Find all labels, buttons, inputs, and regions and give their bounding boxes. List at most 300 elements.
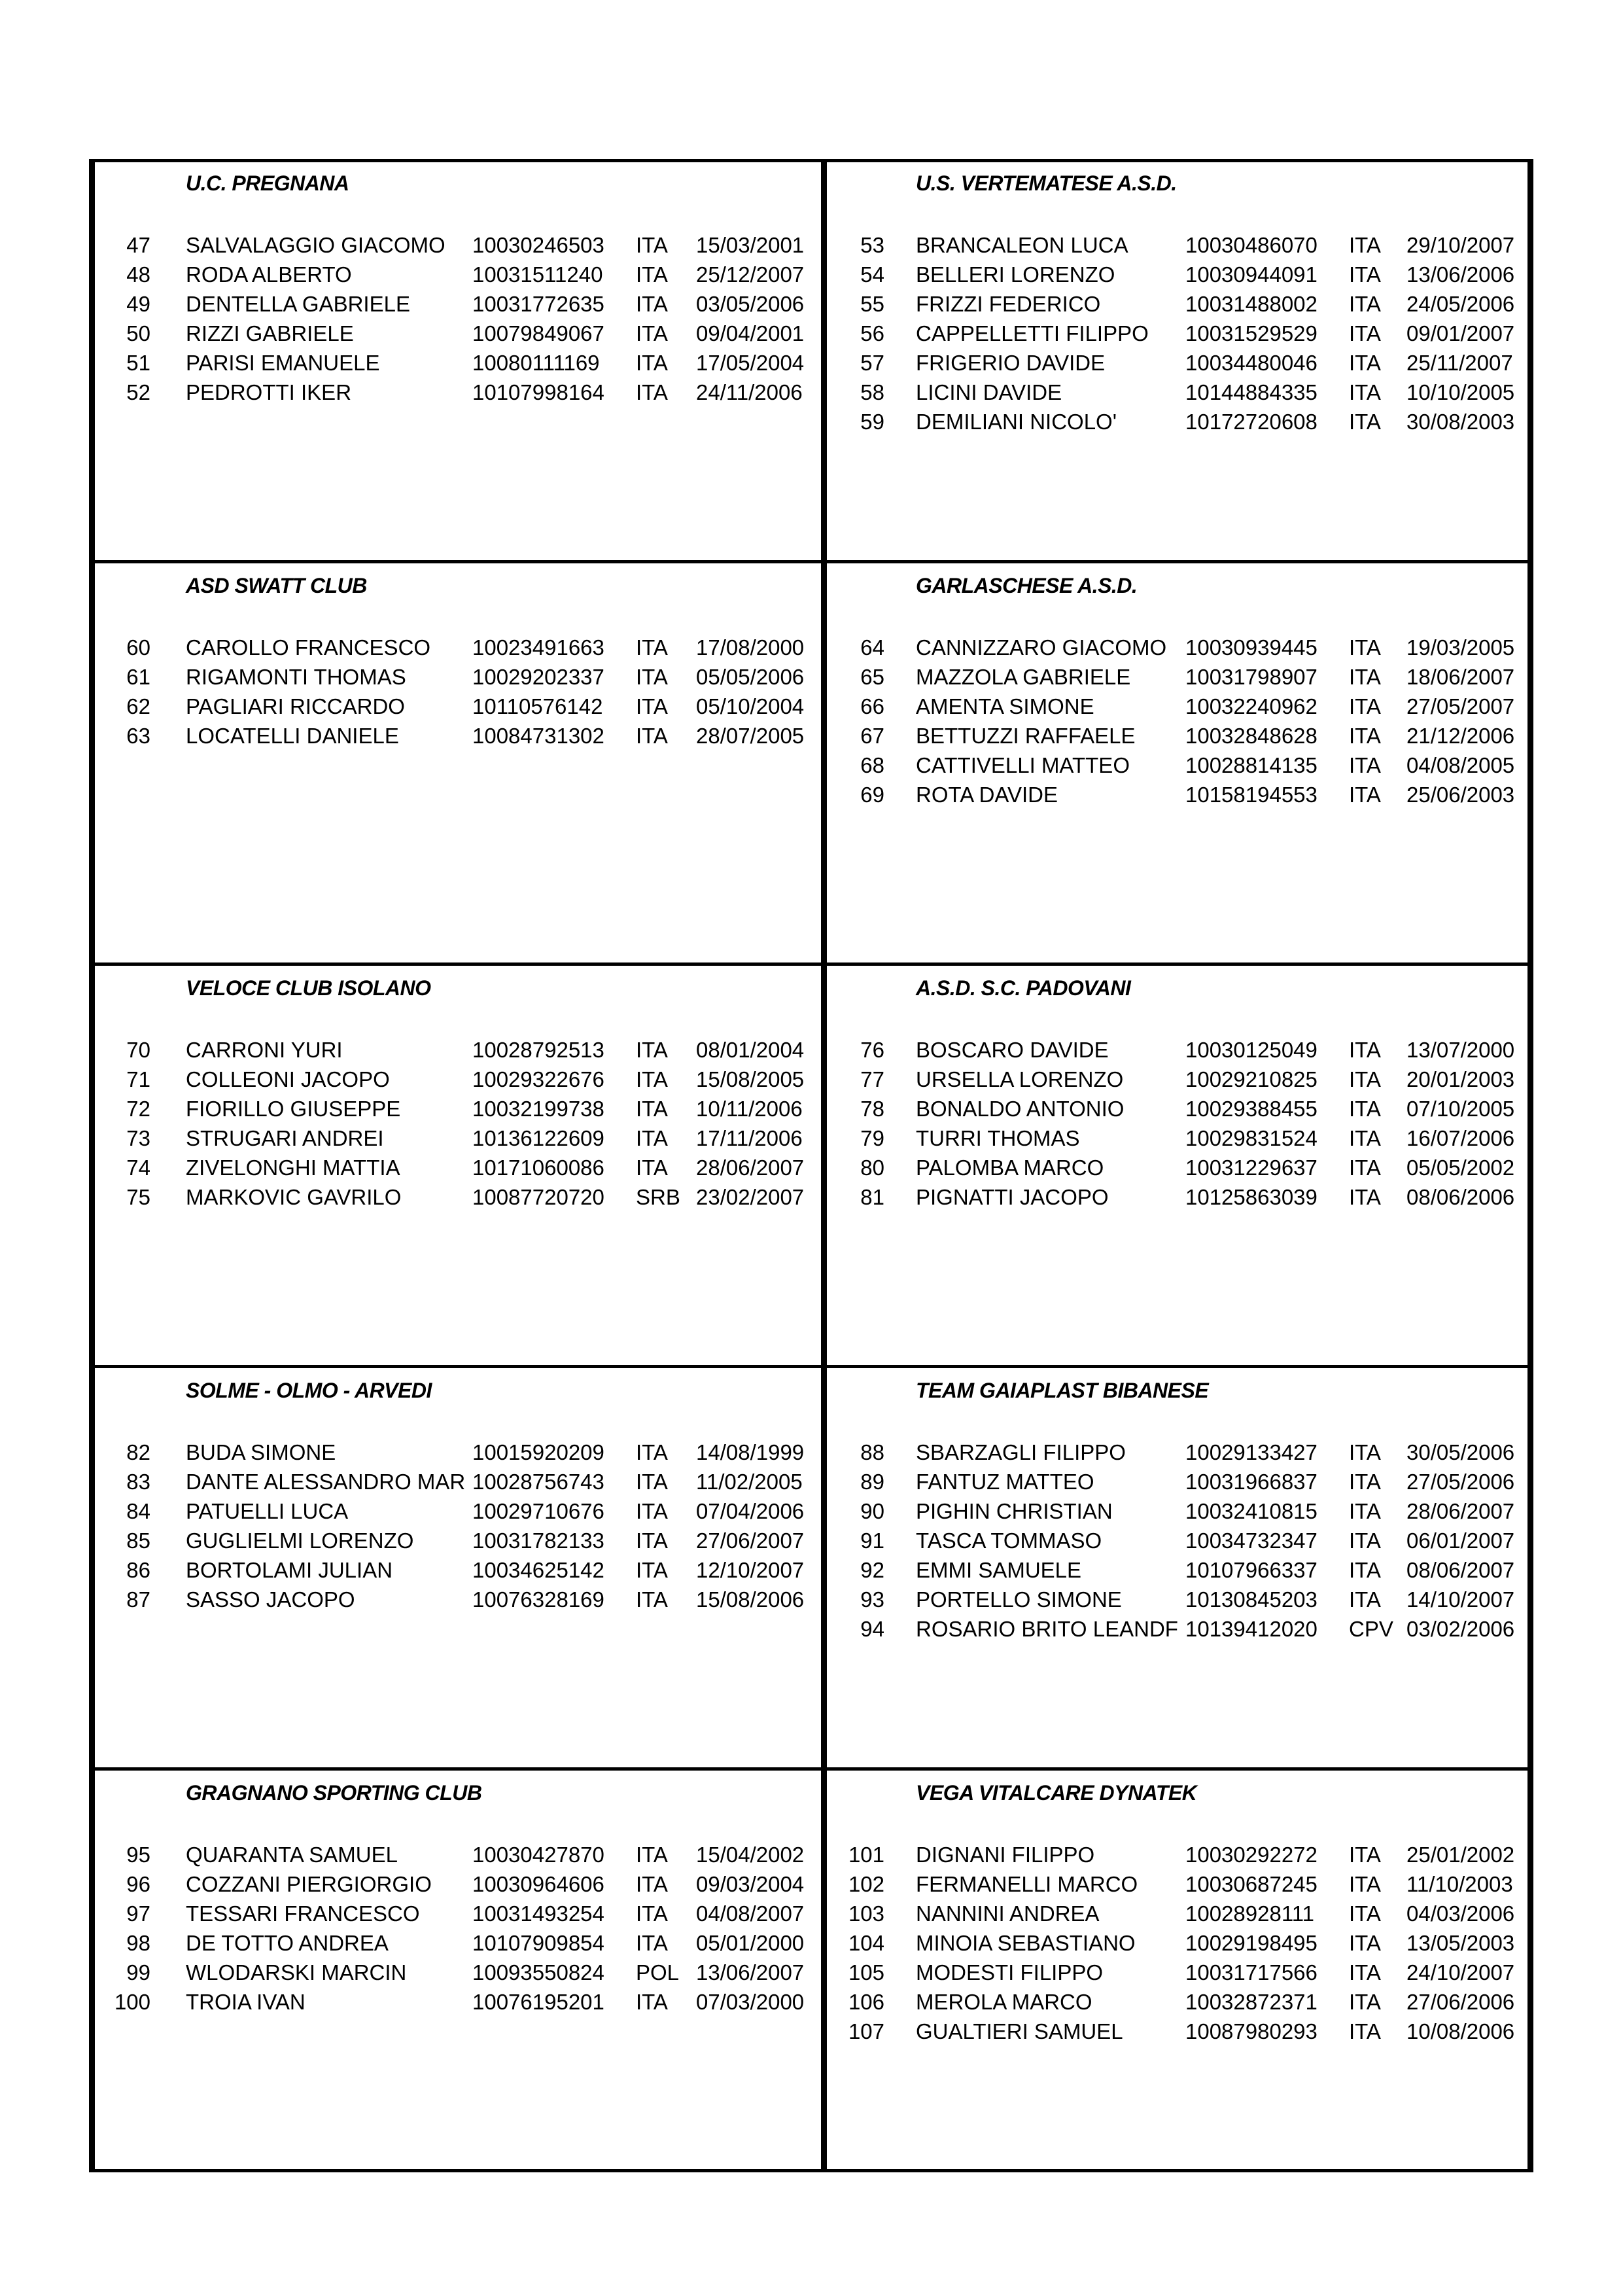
rider-name: SASSO JACOPO (186, 1587, 355, 1612)
nationality: CPV (1349, 1617, 1393, 1641)
license-code: 10087720720 (472, 1185, 604, 1209)
team-panel (0, 565, 1623, 964)
team-panel (0, 1772, 1623, 2171)
rider-name: FANTUZ MATTEO (916, 1470, 1094, 1494)
license-code: 10144884335 (1185, 380, 1318, 404)
birth-date: 08/01/2004 (696, 1038, 805, 1062)
birth-date: 13/05/2003 (1406, 1931, 1515, 1955)
nationality: ITA (1349, 2019, 1381, 2043)
nationality: POL (636, 1960, 680, 1985)
rider-number: 69 (860, 783, 884, 807)
rider-number: 106 (848, 1990, 884, 2014)
rider-number: 99 (126, 1960, 150, 1985)
rider-row (0, 1928, 1623, 1958)
license-code: 10029322676 (472, 1067, 604, 1091)
rider-name: CATTIVELLI MATTEO (916, 753, 1130, 777)
birth-date: 23/02/2007 (696, 1185, 805, 1209)
birth-date: 06/01/2007 (1406, 1528, 1515, 1553)
rider-number: 76 (860, 1038, 884, 1062)
rider-row (0, 1123, 1623, 1153)
nationality: ITA (636, 321, 668, 345)
nationality: ITA (636, 1470, 668, 1494)
team-name: GRAGNANO SPORTING CLUB (186, 1781, 482, 1805)
rider-number: 55 (860, 292, 884, 316)
rider-number: 49 (126, 292, 150, 316)
rider-name: BONALDO ANTONIO (916, 1097, 1125, 1121)
rider-row (0, 1467, 1623, 1496)
rider-name: RIZZI GABRIELE (186, 321, 354, 345)
license-code: 10028792513 (472, 1038, 604, 1062)
nationality: ITA (1349, 292, 1381, 316)
rider-row (0, 348, 1623, 378)
rider-number: 62 (126, 694, 150, 718)
nationality: ITA (636, 1587, 668, 1612)
rider-name: FIORILLO GIUSEPPE (186, 1097, 401, 1121)
license-code: 10080111169 (472, 351, 600, 375)
license-code: 10136122609 (472, 1126, 604, 1150)
birth-date: 30/08/2003 (1406, 410, 1515, 434)
rider-number: 105 (848, 1960, 884, 1985)
nationality: ITA (636, 292, 668, 316)
nationality: ITA (1349, 1901, 1381, 1926)
license-code: 10029710676 (472, 1499, 604, 1523)
rider-row (0, 662, 1623, 692)
rider-name: FRIZZI FEDERICO (916, 292, 1101, 316)
rider-name: DANTE ALESSANDRO MAR (186, 1470, 466, 1494)
rider-number: 101 (848, 1843, 884, 1867)
rider-number: 91 (860, 1528, 884, 1553)
nationality: ITA (636, 1558, 668, 1582)
birth-date: 07/04/2006 (696, 1499, 805, 1523)
license-code: 10093550824 (472, 1960, 604, 1985)
rider-number: 102 (848, 1872, 884, 1896)
rider-row (0, 1065, 1623, 1094)
nationality: ITA (1349, 1038, 1381, 1062)
rider-name: PAGLIARI RICCARDO (186, 694, 405, 718)
birth-date: 30/05/2006 (1406, 1440, 1515, 1464)
birth-date: 03/02/2006 (1406, 1617, 1515, 1641)
rider-name: PEDROTTI IKER (186, 380, 352, 404)
rider-number: 48 (126, 262, 150, 287)
rider-name: QUARANTA SAMUEL (186, 1843, 398, 1867)
nationality: ITA (636, 1528, 668, 1553)
birth-date: 15/03/2001 (696, 233, 805, 257)
rider-name: DE TOTTO ANDREA (186, 1931, 389, 1955)
birth-date: 11/10/2003 (1406, 1872, 1513, 1896)
rider-number: 104 (848, 1931, 884, 1955)
nationality: ITA (636, 351, 668, 375)
nationality: ITA (1349, 635, 1381, 660)
nationality: ITA (1349, 665, 1381, 689)
license-code: 10030292272 (1185, 1843, 1318, 1867)
rider-row (0, 1526, 1623, 1555)
license-code: 10107966337 (1185, 1558, 1318, 1582)
rider-name: MINOIA SEBASTIANO (916, 1931, 1136, 1955)
nationality: ITA (1349, 1587, 1381, 1612)
rider-number: 73 (126, 1126, 150, 1150)
birth-date: 13/07/2000 (1406, 1038, 1515, 1062)
birth-date: 14/10/2007 (1406, 1587, 1515, 1612)
rider-row (0, 1840, 1623, 1869)
nationality: ITA (1349, 1470, 1381, 1494)
rider-row (0, 721, 1623, 751)
license-code: 10130845203 (1185, 1587, 1318, 1612)
birth-date: 13/06/2007 (696, 1960, 805, 1985)
nationality: ITA (636, 635, 668, 660)
rider-name: DENTELLA GABRIELE (186, 292, 410, 316)
birth-date: 03/05/2006 (696, 292, 805, 316)
birth-date: 28/06/2007 (1406, 1499, 1515, 1523)
nationality: ITA (636, 233, 668, 257)
license-code: 10031229637 (1185, 1156, 1318, 1180)
birth-date: 24/05/2006 (1406, 292, 1515, 316)
nationality: ITA (1349, 1499, 1381, 1523)
rider-row (0, 780, 1623, 809)
rider-row (0, 633, 1623, 662)
license-code: 10015920209 (472, 1440, 604, 1464)
rider-name: ZIVELONGHI MATTIA (186, 1156, 400, 1180)
nationality: ITA (1349, 1872, 1381, 1896)
birth-date: 27/06/2007 (696, 1528, 805, 1553)
license-code: 10087980293 (1185, 2019, 1318, 2043)
rider-name: MAZZOLA GABRIELE (916, 665, 1131, 689)
license-code: 10030427870 (472, 1843, 604, 1867)
rider-row (0, 1987, 1623, 2017)
license-code: 10029202337 (472, 665, 604, 689)
rider-row (0, 289, 1623, 319)
rider-row (0, 1153, 1623, 1182)
birth-date: 17/08/2000 (696, 635, 805, 660)
nationality: ITA (1349, 380, 1381, 404)
rider-number: 66 (860, 694, 884, 718)
birth-date: 05/01/2000 (696, 1931, 805, 1955)
birth-date: 05/05/2002 (1406, 1156, 1515, 1180)
nationality: ITA (1349, 783, 1381, 807)
rider-name: ROTA DAVIDE (916, 783, 1058, 807)
rider-name: SALVALAGGIO GIACOMO (186, 233, 445, 257)
nationality: ITA (636, 1156, 668, 1180)
nationality: ITA (636, 1990, 668, 2014)
rider-number: 82 (126, 1440, 150, 1464)
rider-number: 98 (126, 1931, 150, 1955)
rider-row (0, 1182, 1623, 1212)
birth-date: 07/10/2005 (1406, 1097, 1515, 1121)
rider-number: 78 (860, 1097, 884, 1121)
rider-name: DIGNANI FILIPPO (916, 1843, 1095, 1867)
rider-name: COLLEONI JACOPO (186, 1067, 390, 1091)
birth-date: 25/11/2007 (1406, 351, 1513, 375)
license-code: 10107998164 (472, 380, 604, 404)
birth-date: 09/01/2007 (1406, 321, 1515, 345)
team-panel (0, 162, 1623, 561)
nationality: ITA (1349, 724, 1381, 748)
nationality: ITA (636, 724, 668, 748)
license-code: 10029831524 (1185, 1126, 1318, 1150)
birth-date: 18/06/2007 (1406, 665, 1515, 689)
rider-row (0, 2017, 1623, 2046)
rider-number: 96 (126, 1872, 150, 1896)
birth-date: 17/11/2006 (696, 1126, 803, 1150)
rider-number: 64 (860, 635, 884, 660)
rider-number: 88 (860, 1440, 884, 1464)
rider-name: COZZANI PIERGIORGIO (186, 1872, 432, 1896)
rider-number: 92 (860, 1558, 884, 1582)
rider-name: BELLERI LORENZO (916, 262, 1115, 287)
rider-row (0, 1614, 1623, 1644)
license-code: 10030486070 (1185, 233, 1318, 257)
rider-name: TROIA IVAN (186, 1990, 305, 2014)
rider-number: 75 (126, 1185, 150, 1209)
nationality: ITA (1349, 410, 1381, 434)
birth-date: 15/08/2006 (696, 1587, 805, 1612)
rider-name: PALOMBA MARCO (916, 1156, 1104, 1180)
rider-name: STRUGARI ANDREI (186, 1126, 384, 1150)
team-name: A.S.D. S.C. PADOVANI (916, 976, 1131, 1000)
rider-name: AMENTA SIMONE (916, 694, 1094, 718)
license-code: 10034625142 (472, 1558, 604, 1582)
birth-date: 29/10/2007 (1406, 233, 1515, 257)
rider-name: BOSCARO DAVIDE (916, 1038, 1109, 1062)
rider-number: 80 (860, 1156, 884, 1180)
rider-name: PIGHIN CHRISTIAN (916, 1499, 1113, 1523)
license-code: 10029388455 (1185, 1097, 1318, 1121)
license-code: 10030939445 (1185, 635, 1318, 660)
rider-number: 54 (860, 262, 884, 287)
nationality: ITA (636, 1901, 668, 1926)
rider-name: CAPPELLETTI FILIPPO (916, 321, 1149, 345)
rider-number: 84 (126, 1499, 150, 1523)
license-code: 10028928111 (1185, 1901, 1314, 1926)
birth-date: 16/07/2006 (1406, 1126, 1515, 1150)
nationality: ITA (1349, 1528, 1381, 1553)
nationality: ITA (1349, 351, 1381, 375)
rider-row (0, 1869, 1623, 1899)
birth-date: 17/05/2004 (696, 351, 805, 375)
rider-name: GUALTIERI SAMUEL (916, 2019, 1123, 2043)
license-code: 10031511240 (472, 262, 603, 287)
rider-name: FERMANELLI MARCO (916, 1872, 1138, 1896)
license-code: 10031772635 (472, 292, 604, 316)
birth-date: 20/01/2003 (1406, 1067, 1515, 1091)
birth-date: 13/06/2006 (1406, 262, 1515, 287)
rider-number: 107 (848, 2019, 884, 2043)
license-code: 10031493254 (472, 1901, 604, 1926)
rider-number: 47 (126, 233, 150, 257)
license-code: 10034732347 (1185, 1528, 1318, 1553)
rider-number: 89 (860, 1470, 884, 1494)
rider-name: TASCA TOMMASO (916, 1528, 1102, 1553)
rider-name: TURRI THOMAS (916, 1126, 1080, 1150)
rider-number: 51 (126, 351, 150, 375)
nationality: ITA (636, 1499, 668, 1523)
birth-date: 19/03/2005 (1406, 635, 1515, 660)
birth-date: 12/10/2007 (696, 1558, 805, 1582)
license-code: 10032240962 (1185, 694, 1318, 718)
rider-number: 85 (126, 1528, 150, 1553)
rider-number: 83 (126, 1470, 150, 1494)
birth-date: 08/06/2006 (1406, 1185, 1515, 1209)
license-code: 10031966837 (1185, 1470, 1318, 1494)
rider-number: 100 (114, 1990, 150, 2014)
license-code: 10076195201 (472, 1990, 604, 2014)
nationality: ITA (1349, 1440, 1381, 1464)
nationality: ITA (1349, 262, 1381, 287)
license-code: 10031717566 (1185, 1960, 1318, 1985)
nationality: ITA (1349, 1156, 1381, 1180)
rider-name: PORTELLO SIMONE (916, 1587, 1122, 1612)
rider-name: BRANCALEON LUCA (916, 233, 1128, 257)
license-code: 10076328169 (472, 1587, 604, 1612)
birth-date: 05/10/2004 (696, 694, 805, 718)
rider-name: URSELLA LORENZO (916, 1067, 1124, 1091)
rider-name: TESSARI FRANCESCO (186, 1901, 420, 1926)
license-code: 10030687245 (1185, 1872, 1318, 1896)
birth-date: 05/05/2006 (696, 665, 805, 689)
license-code: 10034480046 (1185, 351, 1318, 375)
birth-date: 25/01/2002 (1406, 1843, 1515, 1867)
nationality: ITA (1349, 1990, 1381, 2014)
rider-row (0, 230, 1623, 260)
birth-date: 15/04/2002 (696, 1843, 805, 1867)
rider-row (0, 407, 1623, 436)
nationality: ITA (636, 1038, 668, 1062)
rider-number: 68 (860, 753, 884, 777)
rider-number: 103 (848, 1901, 884, 1926)
rider-number: 56 (860, 321, 884, 345)
license-code: 10032410815 (1185, 1499, 1318, 1523)
rider-name: FRIGERIO DAVIDE (916, 351, 1106, 375)
rider-name: DEMILIANI NICOLO' (916, 410, 1117, 434)
rider-number: 70 (126, 1038, 150, 1062)
nationality: ITA (636, 1872, 668, 1896)
license-code: 10107909854 (472, 1931, 604, 1955)
rider-number: 59 (860, 410, 884, 434)
rider-number: 79 (860, 1126, 884, 1150)
license-code: 10125863039 (1185, 1185, 1318, 1209)
birth-date: 09/04/2001 (696, 321, 805, 345)
nationality: ITA (1349, 321, 1381, 345)
license-code: 10032199738 (472, 1097, 604, 1121)
birth-date: 15/08/2005 (696, 1067, 805, 1091)
rider-name: PIGNATTI JACOPO (916, 1185, 1109, 1209)
rider-number: 77 (860, 1067, 884, 1091)
rider-number: 94 (860, 1617, 884, 1641)
birth-date: 10/11/2006 (696, 1097, 803, 1121)
rider-name: ROSARIO BRITO LEANDF (916, 1617, 1178, 1641)
nationality: ITA (1349, 1931, 1381, 1955)
team-name: ASD SWATT CLUB (186, 574, 367, 597)
rider-row (0, 1899, 1623, 1928)
rider-name: EMMI SAMUELE (916, 1558, 1082, 1582)
birth-date: 04/03/2006 (1406, 1901, 1515, 1926)
license-code: 10032848628 (1185, 724, 1318, 748)
license-code: 10030246503 (472, 233, 604, 257)
nationality: ITA (636, 380, 668, 404)
license-code: 10031798907 (1185, 665, 1318, 689)
team-name: GARLASCHESE A.S.D. (916, 574, 1138, 597)
nationality: ITA (636, 1097, 668, 1121)
team-panel (0, 1369, 1623, 1769)
rider-number: 60 (126, 635, 150, 660)
birth-date: 08/06/2007 (1406, 1558, 1515, 1582)
nationality: ITA (1349, 1960, 1381, 1985)
rider-name: MEROLA MARCO (916, 1990, 1092, 2014)
license-code: 10030964606 (472, 1872, 604, 1896)
nationality: ITA (1349, 1067, 1381, 1091)
rider-row (0, 1094, 1623, 1123)
rider-name: BUDA SIMONE (186, 1440, 336, 1464)
birth-date: 28/07/2005 (696, 724, 805, 748)
license-code: 10028814135 (1185, 753, 1318, 777)
license-code: 10079849067 (472, 321, 604, 345)
rider-number: 67 (860, 724, 884, 748)
rider-row (0, 260, 1623, 289)
nationality: ITA (1349, 1126, 1381, 1150)
rider-number: 74 (126, 1156, 150, 1180)
birth-date: 24/10/2007 (1406, 1960, 1515, 1985)
team-panel (0, 967, 1623, 1366)
license-code: 10023491663 (472, 635, 604, 660)
license-code: 10158194553 (1185, 783, 1318, 807)
rider-number: 71 (126, 1067, 150, 1091)
rider-number: 61 (126, 665, 150, 689)
nationality: SRB (636, 1185, 680, 1209)
license-code: 10029198495 (1185, 1931, 1318, 1955)
rider-number: 97 (126, 1901, 150, 1926)
birth-date: 27/06/2006 (1406, 1990, 1515, 2014)
license-code: 10030944091 (1185, 262, 1318, 287)
birth-date: 28/06/2007 (696, 1156, 805, 1180)
nationality: ITA (636, 1126, 668, 1150)
rider-row (0, 1958, 1623, 1987)
birth-date: 27/05/2007 (1406, 694, 1515, 718)
team-name: U.S. VERTEMATESE A.S.D. (916, 171, 1177, 195)
rider-name: PATUELLI LUCA (186, 1499, 349, 1523)
license-code: 10032872371 (1185, 1990, 1318, 2014)
rider-number: 63 (126, 724, 150, 748)
license-code: 10031488002 (1185, 292, 1318, 316)
nationality: ITA (636, 1440, 668, 1464)
nationality: ITA (1349, 1097, 1381, 1121)
license-code: 10139412020 (1185, 1617, 1318, 1641)
birth-date: 04/08/2005 (1406, 753, 1515, 777)
nationality: ITA (1349, 1843, 1381, 1867)
rider-name: RODA ALBERTO (186, 262, 352, 287)
rider-name: BETTUZZI RAFFAELE (916, 724, 1136, 748)
nationality: ITA (636, 694, 668, 718)
nationality: ITA (1349, 1558, 1381, 1582)
nationality: ITA (636, 1931, 668, 1955)
license-code: 10031529529 (1185, 321, 1318, 345)
birth-date: 27/05/2006 (1406, 1470, 1515, 1494)
nationality: ITA (636, 262, 668, 287)
license-code: 10031782133 (472, 1528, 604, 1553)
rider-number: 52 (126, 380, 150, 404)
rider-number: 87 (126, 1587, 150, 1612)
birth-date: 09/03/2004 (696, 1872, 805, 1896)
rider-number: 95 (126, 1843, 150, 1867)
team-name: SOLME - OLMO - ARVEDI (186, 1379, 432, 1402)
team-name: U.C. PREGNANA (186, 171, 349, 195)
rider-row (0, 1555, 1623, 1585)
nationality: ITA (1349, 233, 1381, 257)
license-code: 10172720608 (1185, 410, 1318, 434)
nationality: ITA (636, 1843, 668, 1867)
nationality: ITA (636, 665, 668, 689)
rider-name: PARISI EMANUELE (186, 351, 380, 375)
rider-name: CAROLLO FRANCESCO (186, 635, 431, 660)
license-code: 10030125049 (1185, 1038, 1318, 1062)
